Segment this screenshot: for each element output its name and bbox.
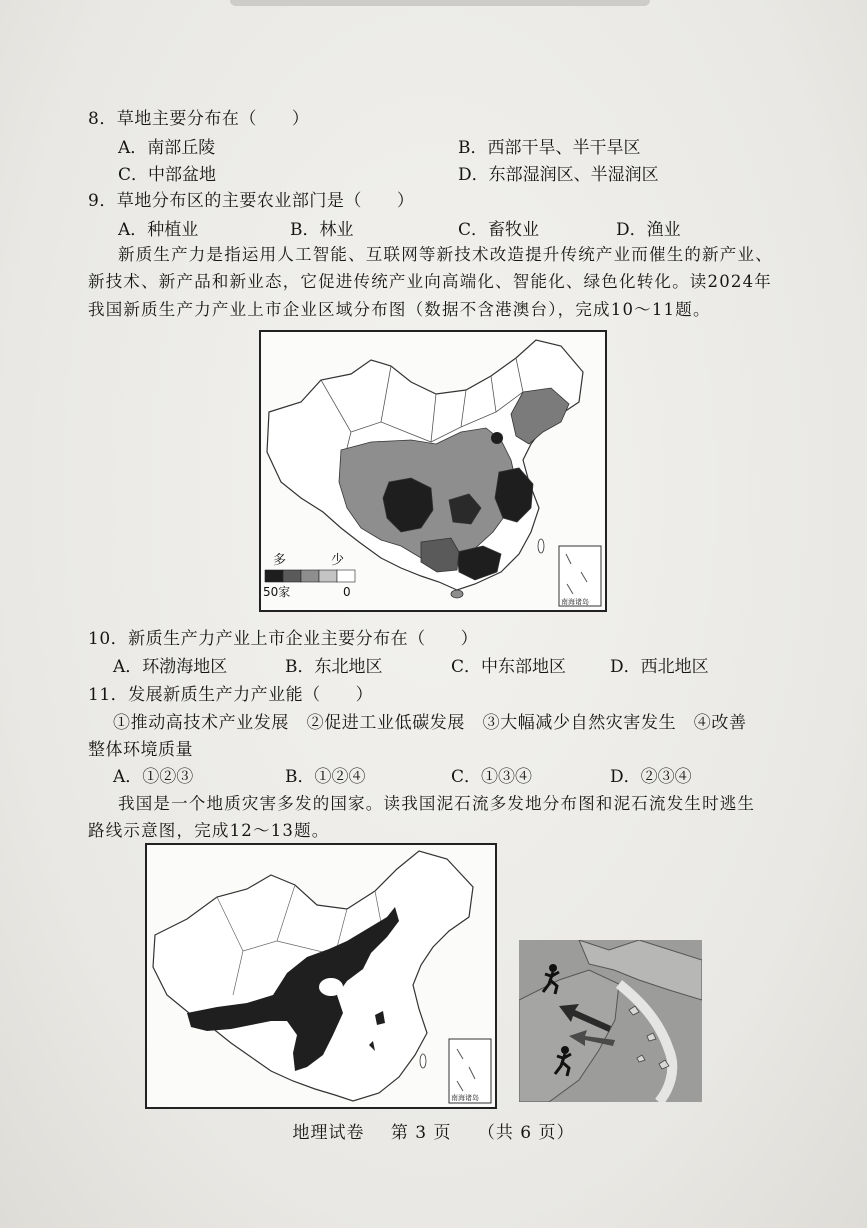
passage2-line2: 路线示意图，完成12～13题。: [88, 821, 330, 840]
legend-swatch-4: [319, 570, 337, 582]
q8-option-d: D．东部湿润区、半湿润区: [458, 165, 659, 185]
q9-option-c: C．畜牧业: [458, 220, 540, 240]
legend-swatch-1: [265, 570, 283, 582]
passage1-line3: 我国新质生产力产业上市企业区域分布图（数据不含港澳台），完成10～11题。: [88, 300, 711, 319]
q8-option-a: A．南部丘陵: [118, 138, 216, 158]
q9-option-d: D．渔业: [616, 220, 681, 240]
q11-statement-line1: ①推动高技术产业发展 ②促进工业低碳发展 ③大幅减少自然灾害发生 ④改善: [113, 713, 747, 733]
q11-stem: 11．发展新质生产力产业能（ ）: [88, 685, 374, 705]
scan-shadow: [230, 0, 650, 6]
footer-subject: 地理试卷: [292, 1123, 365, 1143]
passage1-line1: 新质生产力是指运用人工智能、互联网等新技术改造提升传统产业而催生的新产业、: [118, 245, 773, 264]
inset-label: 南海诸岛: [561, 598, 589, 606]
q10-stem: 10．新质生产力产业上市企业主要分布在（ ）: [88, 629, 479, 649]
passage2-line1: 我国是一个地质灾害多发的国家。读我国泥石流多发地分布图和泥石流发生时逃生: [118, 794, 756, 813]
q8-stem: 8．草地主要分布在（ ）: [88, 109, 310, 129]
q11-option-b: B．①②④: [285, 767, 366, 787]
taiwan-island: [420, 1054, 426, 1068]
q11-option-c: C．①③④: [451, 767, 533, 787]
legend-less: 少: [331, 553, 345, 568]
footer-page-number: 第 3 页: [390, 1123, 452, 1143]
q9-option-a: A．种植业: [118, 220, 199, 240]
legend-swatch-2: [283, 570, 301, 582]
legend-swatch-3: [301, 570, 319, 582]
debris-flow-distribution-map: [147, 845, 495, 1107]
q10-option-d: D．西北地区: [610, 657, 709, 677]
q11-statement-line2: 整体环境质量: [88, 740, 193, 760]
q8-option-b: B．西部干旱、半干旱区: [458, 138, 641, 158]
legend-min: 0: [343, 585, 351, 599]
escape-route-diagram: [519, 940, 702, 1102]
page-footer: [0, 1118, 867, 1143]
q11-option-a: A．①②③: [113, 767, 194, 787]
inset-box: [559, 546, 601, 606]
escape-route-illustration: [519, 940, 702, 1102]
inset-label: 南海诸岛: [451, 1094, 479, 1102]
legend-more: 多: [273, 553, 287, 568]
q10-option-b: B．东北地区: [285, 657, 383, 677]
debris-flow-map: [145, 843, 497, 1109]
region-beijing: [491, 432, 503, 444]
region-hainan: [451, 590, 463, 598]
legend-max: 50家: [263, 585, 291, 599]
q10-option-c: C．中东部地区: [451, 657, 567, 677]
china-choropleth-map: [261, 332, 605, 610]
q8-option-c: C．中部盆地: [118, 165, 217, 185]
footer-total-pages: （共 6 页）: [477, 1123, 575, 1143]
passage1-line2: 新技术、新产品和新业态，它促进传统产业向高端化、智能化、绿色化转化。读2024年: [88, 272, 772, 291]
listed-companies-map: [259, 330, 607, 612]
loess-hole: [319, 978, 343, 996]
region-taiwan: [538, 539, 544, 553]
q10-option-a: A．环渤海地区: [113, 657, 228, 677]
legend-swatch-5: [337, 570, 355, 582]
q11-option-d: D．②③④: [610, 767, 692, 787]
q9-stem: 9．草地分布区的主要农业部门是（ ）: [88, 191, 415, 211]
q9-option-b: B．林业: [290, 220, 354, 240]
